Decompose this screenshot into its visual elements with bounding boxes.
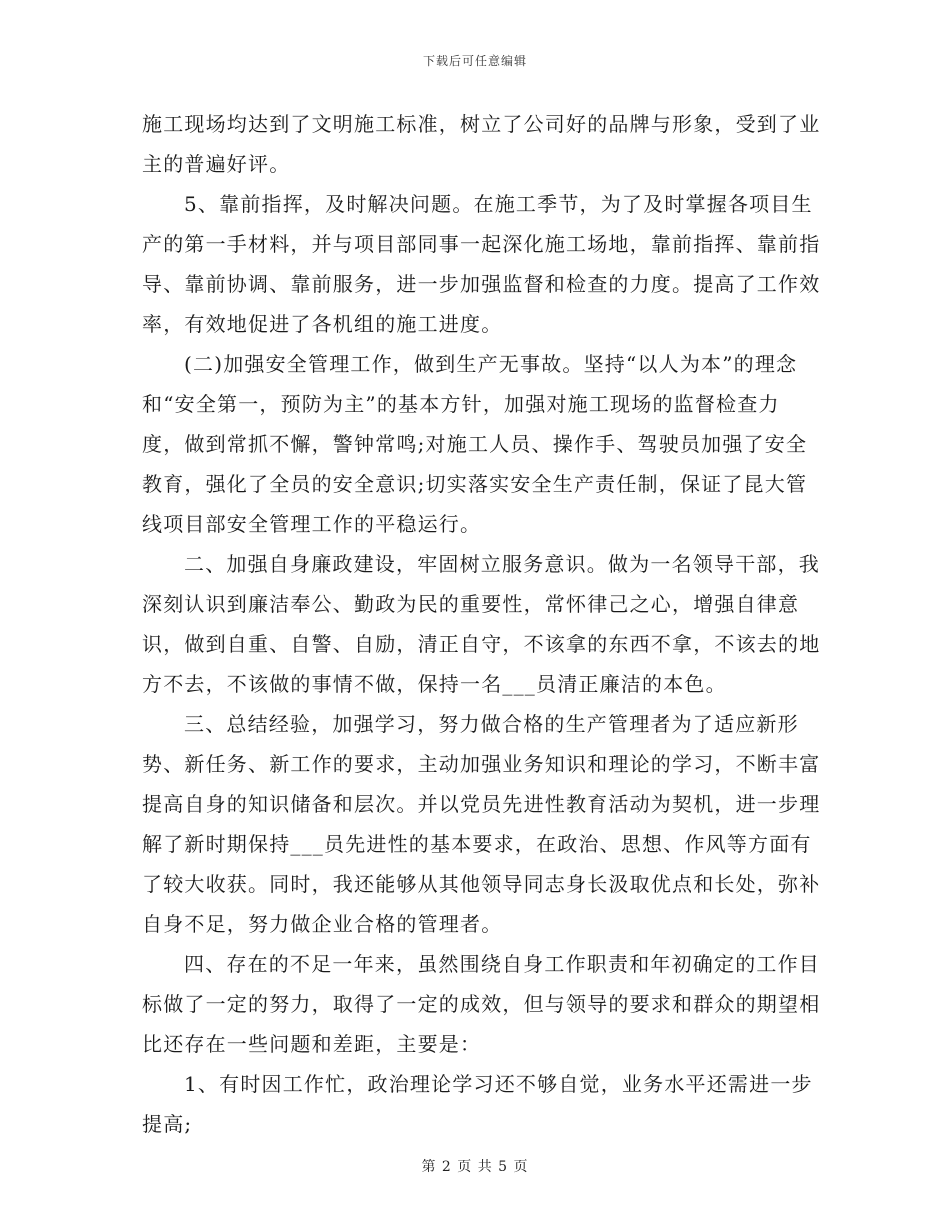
page-number: 第 2 页 共 5 页 [421,1159,529,1175]
document-body [142,104,822,1144]
page-header: 下载后可任意编辑 [422,54,527,68]
paragraph-continuation: 施工现场均达到了文明施工标准，树立了公司好的品牌与形象，受到了业主的普遍好评。 [142,112,821,176]
paragraph-shortcoming-1: 1、有时因工作忙，政治理论学习还不够自觉，业务水平还需进一步提高; [142,1072,813,1136]
paragraph-item-5: 5、靠前指挥，及时解决问题。在施工季节，为了及时掌握各项目生产的第一手材料，并与项目部同事一起深化施工场地，靠前指挥、靠前指导、靠前协调、靠前服务，进一步加强监督和检查的力度。提高了工作效率，有效地促进了各机组的施工进度。 [142,192,821,336]
paragraph-section-3: 三、总结经验，加强学习，努力做合格的生产管理者为了适应新形势、新任务、新工作的要求，主动加强业务知识和理论的学习，不断丰富提高自身的知识储备和层次。并以党员先进性教育活动为契机，进一步理解了新时期保持___员先进性的基本要求，在政治、思想、作风等方面有了较大收获。同时，我还能够从其他领导同志身长汲取优点和长处，弥补自身不足，努力做企业合格的管理者。 [142,712,821,936]
paragraph-section-2: 二、加强自身廉政建设，牢固树立服务意识。做为一名领导干部，我深刻认识到廉洁奉公、勤政为民的重要性，常怀律己之心，增强自律意识，做到自重、自警、自励，清正自守，不该拿的东西不拿，不该去的地方不去，不该做的事情不做，保持一名___员清正廉洁的本色。 [142,552,821,696]
paragraph-safety-management: (二)加强安全管理工作，做到生产无事故。坚持“以人为本”的理念和“安全第一，预防为主”的基本方针，加强对施工现场的监督检查力度，做到常抓不懈，警钟常鸣;对施工人员、操作手、驾驶员加强了安全教育，强化了全员的安全意识;切实落实安全生产责任制，保证了昆大管线项目部安全管理工作的平稳运行。 [142,352,808,536]
paragraph-section-4: 四、存在的不足一年来，虽然围绕自身工作职责和年初确定的工作目标做了一定的努力，取得了一定的成效，但与领导的要求和群众的期望相比还存在一些问题和差距，主要是： [142,952,821,1056]
